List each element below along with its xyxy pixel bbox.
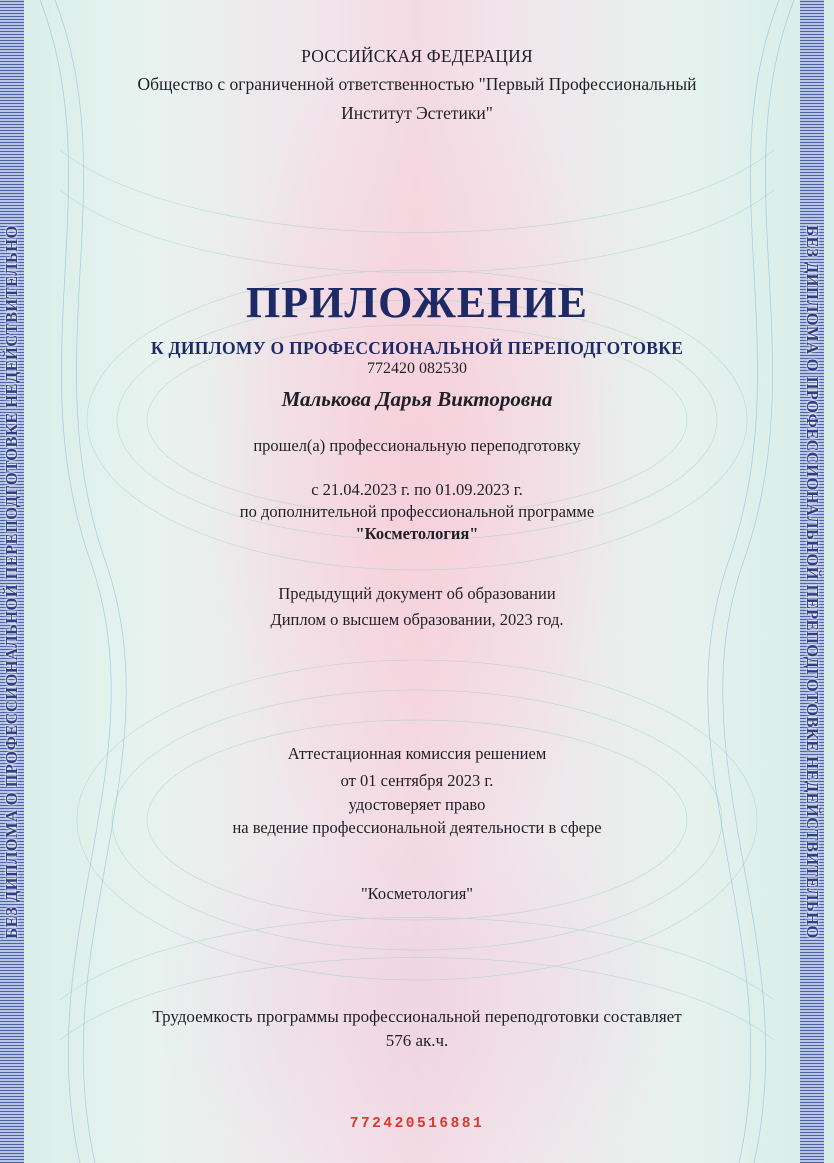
left-border-text: БЕЗ ДИПЛОМА О ПРОФЕССИОНАЛЬНОЙ ПЕРЕПОДГОТОВКЕ НЕДЕЙСТВИТЕЛЬНО: [2, 224, 21, 939]
country-heading: РОССИЙСКАЯ ФЕДЕРАЦИЯ: [301, 46, 533, 66]
right-security-border: [800, 0, 824, 1163]
organization-name-line1: Общество с ограниченной ответственностью "Первый Профессиональный: [137, 74, 697, 94]
certification-line4: на ведение профессиональной деятельности в сфере: [232, 818, 602, 837]
program-workload-hours: 576 ак.ч.: [385, 1031, 449, 1050]
retraining-statement: прошел(а) профессиональную переподготовку: [253, 436, 581, 455]
previous-education-value: Диплом о высшем образовании, 2023 год.: [270, 610, 564, 629]
certification-line1: Аттестационная комиссия решением: [287, 744, 547, 763]
program-workload-label: Трудоемкость программы профессиональной переподготовки составляет: [152, 1007, 682, 1026]
document-subtitle: К ДИПЛОМУ О ПРОФЕССИОНАЛЬНОЙ ПЕРЕПОДГОТОВКЕ: [150, 338, 684, 358]
diploma-number: 772420 082530: [367, 360, 467, 377]
certification-line3: удостоверяет право: [348, 795, 486, 814]
serial-number: 772420516881: [349, 1116, 485, 1132]
program-name: "Косметология": [355, 524, 479, 543]
previous-education-label: Предыдущий документ об образовании: [278, 584, 556, 603]
holder-full-name: Малькова Дарья Викторовна: [281, 387, 553, 411]
organization-name-line2: Институт Эстетики": [341, 103, 493, 123]
professional-sphere: "Косметология": [360, 884, 474, 903]
right-border-text: БЕЗ ДИПЛОМА О ПРОФЕССИОНАЛЬНОЙ ПЕРЕПОДГОТОВКЕ НЕДЕЙСТВИТЕЛЬНО: [803, 224, 822, 939]
left-security-border: [0, 0, 24, 1163]
training-period: с 21.04.2023 г. по 01.09.2023 г.: [311, 480, 523, 499]
document-title: ПРИЛОЖЕНИЕ: [246, 278, 588, 327]
certification-date: от 01 сентября 2023 г.: [340, 771, 494, 790]
program-label: по дополнительной профессиональной программе: [239, 502, 595, 521]
